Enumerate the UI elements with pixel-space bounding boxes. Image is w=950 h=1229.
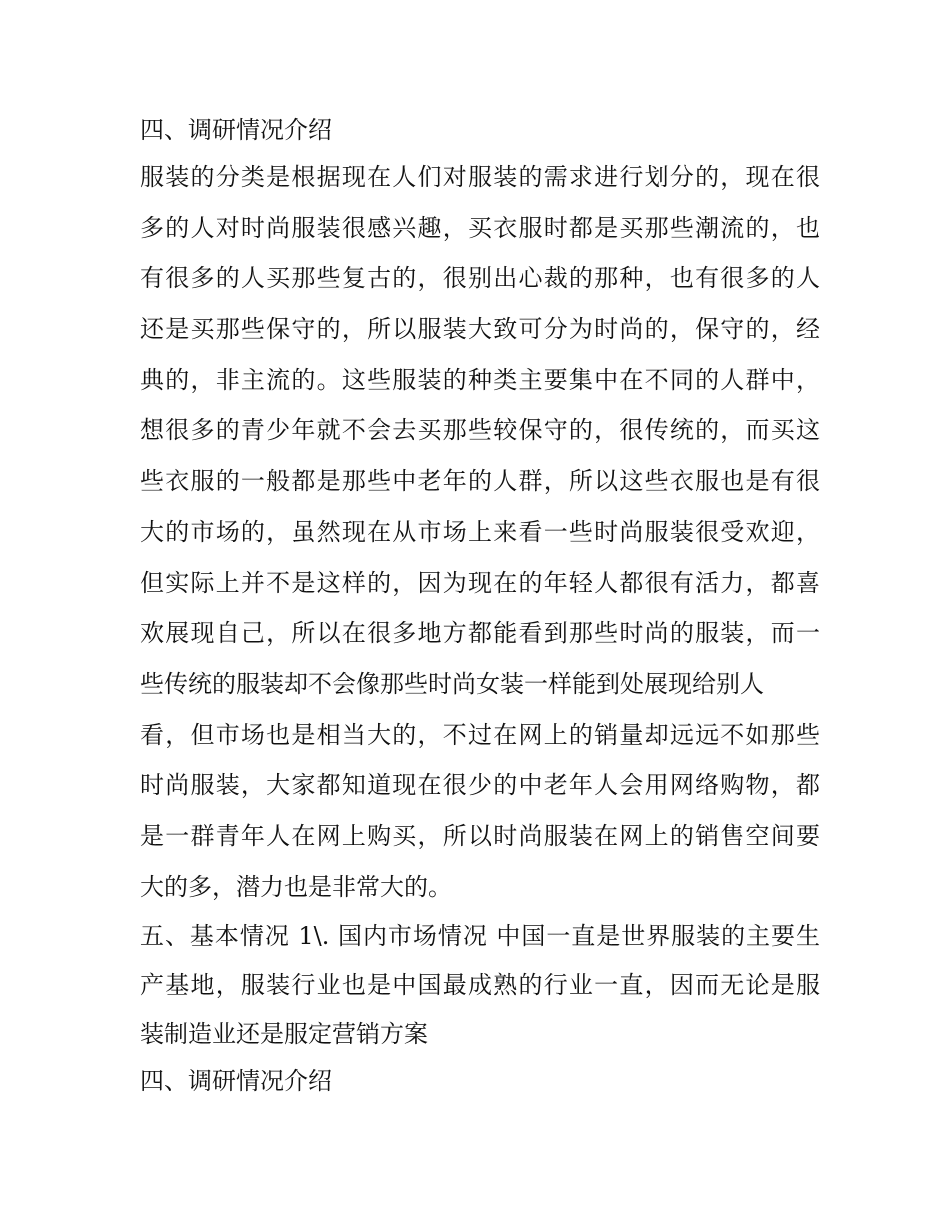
paragraph-line: 欢展现自己，所以在很多地方都能看到那些时尚的服装，而一 — [140, 619, 820, 648]
paragraph-line: 还是买那些保守的，所以服装大致可分为时尚的，保守的，经 — [140, 315, 820, 344]
paragraph-line: 但实际上并不是这样的，因为现在的年轻人都很有活力，都喜 — [140, 568, 820, 597]
paragraph-line: 些传统的服装却不会像那些时尚女装一样能到处展现给别人 — [140, 669, 764, 698]
paragraph-line: 大的多，潜力也是非常大的。 — [140, 872, 452, 901]
paragraph-line: 时尚服装，大家都知道现在很少的中老年人会用网络购物，都 — [140, 771, 820, 800]
section-heading: 四、调研情况介绍 — [140, 116, 332, 144]
paragraph-line: 些衣服的一般都是那些中老年的人群，所以这些衣服也是有很 — [140, 467, 820, 496]
document-body — [140, 108, 820, 1103]
section-paragraph — [140, 912, 820, 1059]
paragraph-line: 五、基本情况 1\. 国内市场情况 中国一直是世界服装的主要生 — [140, 922, 820, 951]
paragraph-line: 有很多的人买那些复古的，很别出心裁的那种，也有很多的人 — [140, 264, 820, 293]
paragraph-line: 典的，非主流的。这些服装的种类主要集中在不同的人群中， — [140, 365, 820, 394]
paragraph-line: 想很多的青少年就不会去买那些较保守的，很传统的，而买这 — [140, 416, 820, 445]
paragraph-line: 多的人对时尚服装很感兴趣，买衣服时都是买那些潮流的，也 — [140, 213, 820, 242]
paragraph-line: 看，但市场也是相当大的，不过在网上的销量却远远不如那些 — [140, 720, 820, 749]
paragraph-line: 是一群青年人在网上购买，所以时尚服装在网上的销售空间要 — [140, 821, 820, 850]
paragraph-line: 服装的分类是根据现在人们对服装的需求进行划分的，现在很 — [140, 163, 820, 191]
paragraph-line: 产基地，服装行业也是中国最成熟的行业一直，因而无论是服 — [140, 971, 820, 1000]
paragraph-line: 装制造业还是服定营销方案 — [140, 1020, 428, 1049]
section-paragraph — [140, 152, 820, 912]
paragraph-line: 大的市场的，虽然现在从市场上来看一些时尚服装很受欢迎， — [140, 517, 820, 546]
section-heading: 四、调研情况介绍 — [140, 1067, 332, 1096]
